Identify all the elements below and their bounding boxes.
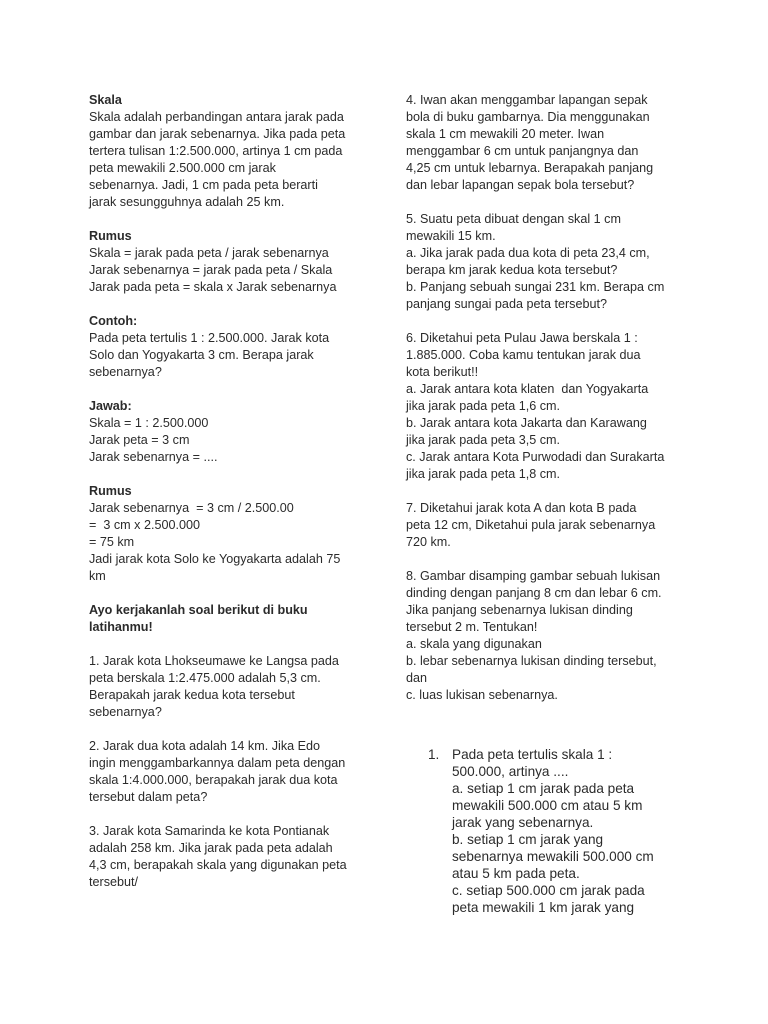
left-text-block [89,483,369,585]
left-text-block [89,602,369,636]
body-text-line: peta 12 cm, Diketahui pula jarak sebenarnya [406,518,656,532]
left-text-block [89,398,369,466]
heading-text: Skala [89,93,122,107]
body-text-line: b. Jarak antara kota Jakarta dan Karawang [406,416,647,430]
right-text-block [406,211,682,313]
body-text-line: menggambar 6 cm untuk panjangnya dan [406,144,639,158]
body-text-line: Berapakah jarak kedua kota tersebut [89,688,295,702]
final-question-line: Pada peta tertulis skala 1 : [452,747,613,762]
final-question-line: a. setiap 1 cm jarak pada peta [452,781,635,796]
body-text-line: Solo dan Yogyakarta 3 cm. Berapa jarak [89,348,314,362]
body-text-line: mewakili 15 km. [406,229,496,243]
left-text-block [89,228,369,296]
body-text-line: dan lebar lapangan sepak bola tersebut? [406,178,635,192]
body-text-line: Jika panjang sebenarnya lukisan dinding [406,603,633,617]
body-text-line: berapa km jarak kedua kota tersebut? [406,263,618,277]
heading-text: Rumus [89,229,132,243]
body-text-line: 8. Gambar disamping gambar sebuah lukisan [406,569,661,583]
heading-text: Contoh: [89,314,138,328]
body-text-line: adalah 258 km. Jika jarak pada peta adalah [89,841,333,855]
body-text-line: jarak sesungguhnya adalah 25 km. [89,195,285,209]
body-text-line: b. Panjang sebuah sungai 231 km. Berapa cm [406,280,665,294]
body-text-line: = 75 km [89,535,135,549]
body-text-line: a. Jika jarak pada dua kota di peta 23,4 cm, [406,246,650,260]
left-column [89,92,369,908]
left-text-block [89,823,369,891]
right-text-block [406,500,682,551]
final-question-line: c. setiap 500.000 cm jarak pada [452,883,645,898]
body-text-line: 1. Jarak kota Lhokseumawe ke Langsa pada [89,654,339,668]
body-text-line: 6. Diketahui peta Pulau Jawa berskala 1 : [406,331,638,345]
left-text-block [89,313,369,381]
body-text-line: c. luas lukisan sebenarnya. [406,688,558,702]
body-text-line: Jarak sebenarnya = .... [89,450,218,464]
right-text-block [406,92,682,194]
body-text-line: sebenarnya? [89,705,162,719]
heading-text: Jawab: [89,399,132,413]
final-question-number: 1. [428,747,440,762]
final-question-line: jarak yang sebenarnya. [452,815,594,830]
body-text-line: km [89,569,106,583]
left-text-block [89,92,369,211]
body-text-line: peta berskala 1:2.475.000 adalah 5,3 cm. [89,671,321,685]
body-text-line: Jadi jarak kota Solo ke Yogyakarta adalah 75 [89,552,341,566]
body-text-line: dinding dengan panjang 8 cm dan lebar 6 cm. [406,586,662,600]
body-text-line: Skala adalah perbandingan antara jarak pada [89,110,344,124]
body-text-line: Jarak pada peta = skala x Jarak sebenarnya [89,280,337,294]
body-text-line: skala 1:4.000.000, berapakah jarak dua kota [89,773,338,787]
body-text-line: dan [406,671,428,685]
heading-text: latihanmu! [89,620,153,634]
body-text-line: a. skala yang digunakan [406,637,542,651]
body-text-line: sebenarnya? [89,365,162,379]
body-text-line: gambar dan jarak sebenarnya. Jika pada peta [89,127,346,141]
body-text-line: kota berikut!! [406,365,479,379]
body-text-line: tersebut 2 m. Tentukan! [406,620,538,634]
body-text-line: Jarak sebenarnya = 3 cm / 2.500.00 [89,501,294,515]
final-question-line: 500.000, artinya .... [452,764,569,779]
body-text-line: 1.885.000. Coba kamu tentukan jarak dua [406,348,641,362]
heading-text: Rumus [89,484,132,498]
body-text-line: a. Jarak antara kota klaten dan Yogyakarta [406,382,649,396]
body-text-line: sebenarnya. Jadi, 1 cm pada peta berarti [89,178,318,192]
right-text-block [406,330,682,483]
body-text-line: bola di buku gambarnya. Dia menggunakan [406,110,650,124]
body-text-line: tersebut/ [89,875,139,889]
body-text-line: peta mewakili 2.500.000 cm jarak [89,161,276,175]
body-text-line: 720 km. [406,535,451,549]
body-text-line: tersebut dalam peta? [89,790,208,804]
final-question-line: atau 5 km pada peta. [452,866,580,881]
body-text-line: = 3 cm x 2.500.000 [89,518,200,532]
body-text-line: ingin menggambarkannya dalam peta dengan [89,756,346,770]
left-text-block [89,653,369,721]
heading-text: Ayo kerjakanlah soal berikut di buku [89,603,308,617]
body-text-line: 4,25 cm untuk lebarnya. Berapakah panjang [406,161,654,175]
body-text-line: panjang sungai pada peta tersebut? [406,297,607,311]
final-question [428,746,688,916]
body-text-line: 5. Suatu peta dibuat dengan skal 1 cm [406,212,621,226]
final-question-line: mewakili 500.000 cm atau 5 km [452,798,643,813]
final-question-line: sebenarnya mewakili 500.000 cm [452,849,654,864]
left-text-block [89,738,369,806]
body-text-line: jika jarak pada peta 1,8 cm. [406,467,561,481]
right-text-block [406,568,682,704]
body-text-line: Jarak peta = 3 cm [89,433,190,447]
body-text-line: Jarak sebenarnya = jarak pada peta / Skala [89,263,333,277]
body-text-line: tertera tulisan 1:2.500.000, artinya 1 cm pada [89,144,343,158]
body-text-line: skala 1 cm mewakili 20 meter. Iwan [406,127,605,141]
body-text-line: c. Jarak antara Kota Purwodadi dan Surakarta [406,450,665,464]
body-text-line: 4,3 cm, berapakah skala yang digunakan peta [89,858,347,872]
body-text-line: Skala = jarak pada peta / jarak sebenarnya [89,246,329,260]
final-question-line: b. setiap 1 cm jarak yang [452,832,604,847]
body-text-line: 4. Iwan akan menggambar lapangan sepak [406,93,648,107]
body-text-line: jika jarak pada peta 3,5 cm. [406,433,561,447]
final-question-line: peta mewakili 1 km jarak yang [452,900,635,915]
body-text-line: 7. Diketahui jarak kota A dan kota B pada [406,501,637,515]
body-text-line: Pada peta tertulis 1 : 2.500.000. Jarak kota [89,331,330,345]
body-text-line: Skala = 1 : 2.500.000 [89,416,209,430]
body-text-line: 2. Jarak dua kota adalah 14 km. Jika Edo [89,739,321,753]
body-text-line: 3. Jarak kota Samarinda ke kota Pontianak [89,824,330,838]
body-text-line: jika jarak pada peta 1,6 cm. [406,399,561,413]
final-question-body [452,746,688,916]
body-text-line: b. lebar sebenarnya lukisan dinding tersebut, [406,654,657,668]
right-column [406,92,682,721]
